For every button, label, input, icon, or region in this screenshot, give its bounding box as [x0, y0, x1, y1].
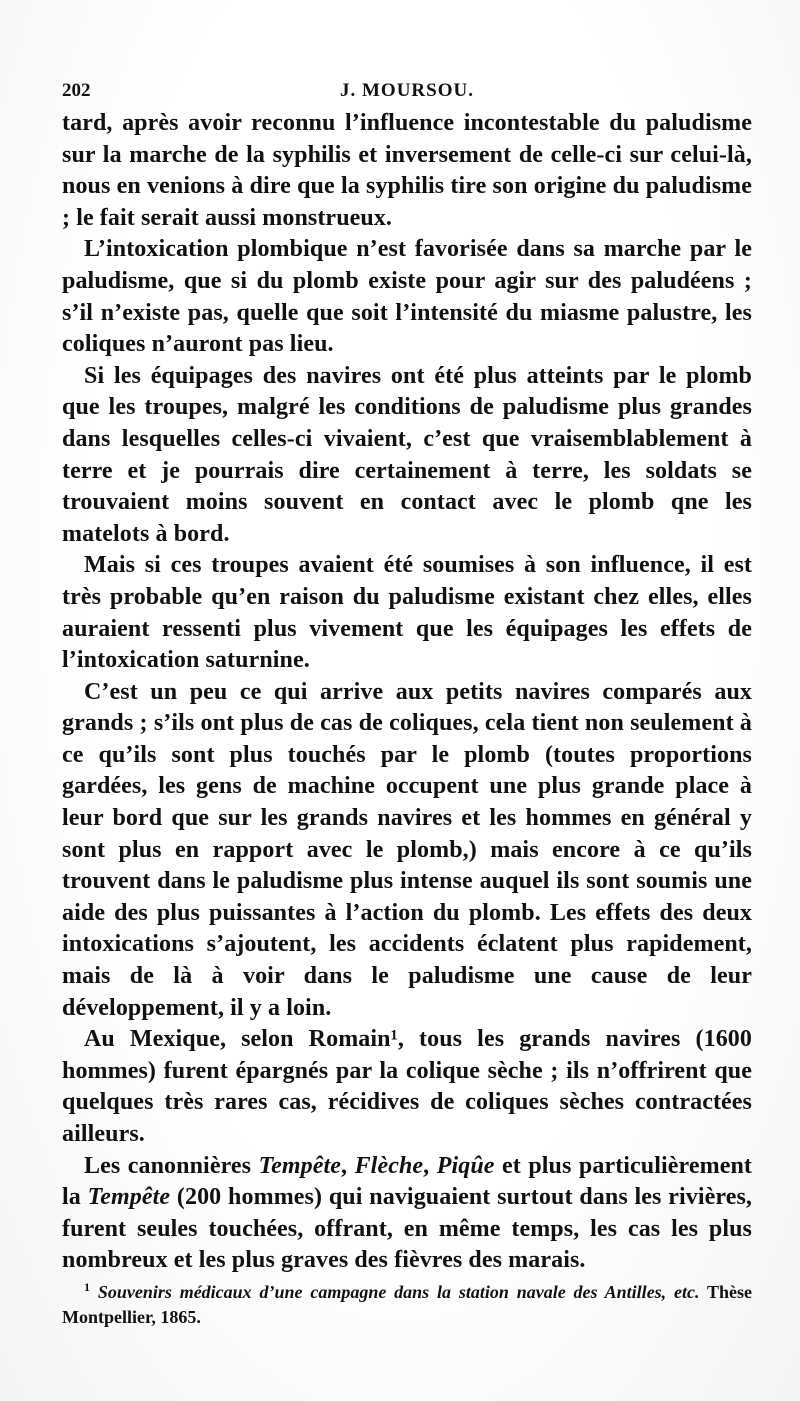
text-run: (200 hommes) qui naviguaient surtout dans les rivières, furent seules touchées, offrant, en même temps, les cas les plus nombreux et les plus graves des fièvres des marais. [62, 1184, 753, 1274]
text-run: , [341, 1152, 355, 1179]
running-head: J. MOURSOU. [340, 80, 474, 101]
paragraph: tard, après avoir reconnu l’influence incontestable du paludisme sur la marche de la syphilis et inversement de celle-ci sur celui-là, nous en venions à dire que la syphilis tire son origine du paludisme ; le fait serait aussi monstrueux. [62, 110, 752, 231]
ship-name: Piqûe [436, 1152, 495, 1179]
text-run: , [423, 1152, 437, 1179]
ship-name: Flèche [354, 1152, 424, 1179]
footnote-rest: Thèse Montpellier, 1865. [62, 1282, 753, 1327]
text-run: Les canonnières [84, 1152, 259, 1179]
ship-name: Tempête [258, 1152, 342, 1179]
footnote [62, 1275, 752, 1330]
text-run: et plus particulièrement la [62, 1152, 752, 1211]
paragraph: L’intoxication plombique n’est favorisée dans sa marche par le paludisme, que si du plomb existe pour agir sur des paludéens ; s’il n’existe pas, quelle que soit l’intensité du miasme palustre, les coliques n’auront pas lieu. [62, 236, 752, 358]
paragraph: C’est un peu ce qui arrive aux petits navires comparés aux grands ; s’ils ont plus de cas de coliques, cela tient non seulement à ce qu’ils sont plus touchés par le plomb (toutes proportions gardées, les gens de machine occupent une plus grande place à leur bord que sur les grands navires et les hommes en général y sont plus en rapport avec le plomb,) mais encore à ce qu’ils trouvent dans le paludisme plus intense auquel ils sont soumis une aide des plus puissantes à l’action du plomb. Les effets des deux intoxications s’ajoutent, les accidents éclatent plus rapidement, mais de là à voir dans le paludisme une cause de leur développement, il y a loin. [62, 678, 752, 1021]
footnote-marker: 1 [84, 1280, 90, 1294]
paragraph [62, 1151, 752, 1277]
page-number: 202 [62, 80, 91, 101]
paragraph: Mais si ces troupes avaient été soumises à son influence, il est très probable qu’en raison du paludisme existant chez elles, elles auraient ressenti plus vivement que les équipages les effets de l’intoxication saturnine. [62, 552, 752, 674]
ship-name: Tempête [87, 1184, 171, 1211]
page-header [62, 74, 752, 104]
footnote-title: Souvenirs médicaux d’une campagne dans la station navale des Antilles, etc. [97, 1282, 700, 1302]
paragraph: Si les équipages des navires ont été plus atteints par le plomb que les troupes, malgré les conditions de paludisme plus grandes dans lesquelles celles-ci vivaient, c’est que vraisemblablement à terre et je pourrais dire certainement à terre, les soldats se trouvaient moins souvent en contact avec le plomb qne les matelots à bord. [62, 362, 752, 547]
paragraph: Au Mexique, selon Romain¹, tous les grands navires (1600 hommes) furent épargnés par la colique sèche ; ils n’offrirent que quelques très rares cas, récidives de coliques sèches contractées ailleurs. [62, 1026, 752, 1147]
body-text [62, 108, 752, 1277]
